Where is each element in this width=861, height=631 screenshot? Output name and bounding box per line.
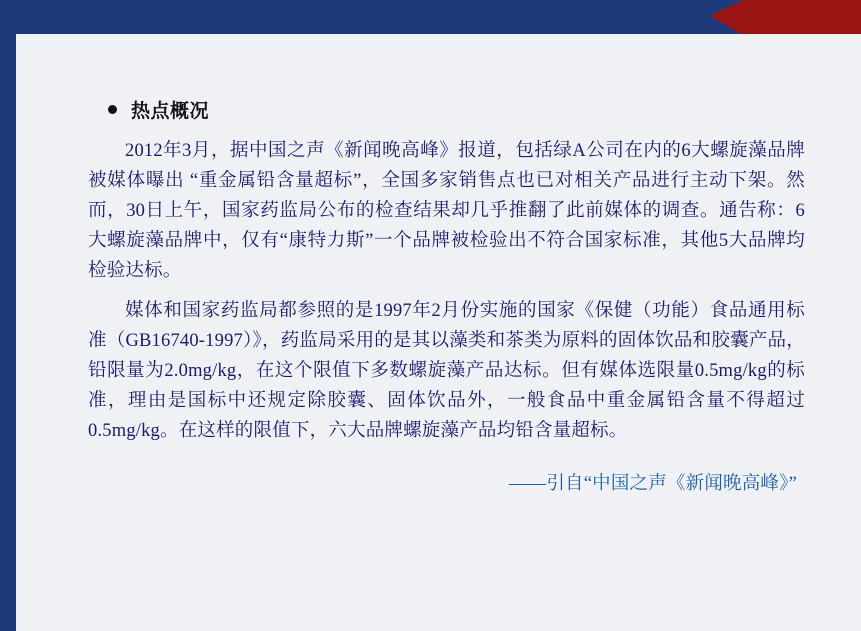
body-paragraph-1: 2012年3月，据中国之声《新闻晚高峰》报道，包括绿A公司在内的6大螺旋藻品牌被媒体曝出 “重金属铅含量超标”，全国多家销售点也已对相关产品进行主动下架。然而，30日上午，国家药监局公布的检查结果却几乎推翻了此前媒体的调查。通告称：6大螺旋藻品牌中，仅有“康特力斯”一个品牌被检验出不符合国家标准，其他5大品牌均检验达标。 (88, 141, 805, 281)
section-heading-label: 热点概况 (131, 101, 210, 122)
content-inner (16, 34, 861, 631)
content-panel (16, 34, 861, 631)
section-heading (108, 96, 805, 123)
body-paragraph-2: 媒体和国家药监局都参照的是1997年2月份实施的国家《保健（功能）食品通用标准（GB16740-1997）》，药监局采用的是其以藻类和茶类为原料的固体饮品和胶囊产品，铅限量为2.0mg/kg，在这个限值下多数螺旋藻产品达标。但有媒体选限量0.5mg/kg的标准，理由是国标中还规定除胶囊、固体饮品外，一般食品中重金属铅含量不得超过0.5mg/kg。在这样的限值下，六大品牌螺旋藻产品均铅含量超标。 (88, 300, 805, 441)
top-decorative-band (0, 0, 861, 34)
attribution-line: ——引自“中国之声《新闻晚高峰》” (508, 473, 797, 494)
left-vertical-accent-bar (0, 34, 16, 631)
bullet-dot-icon (108, 105, 117, 114)
